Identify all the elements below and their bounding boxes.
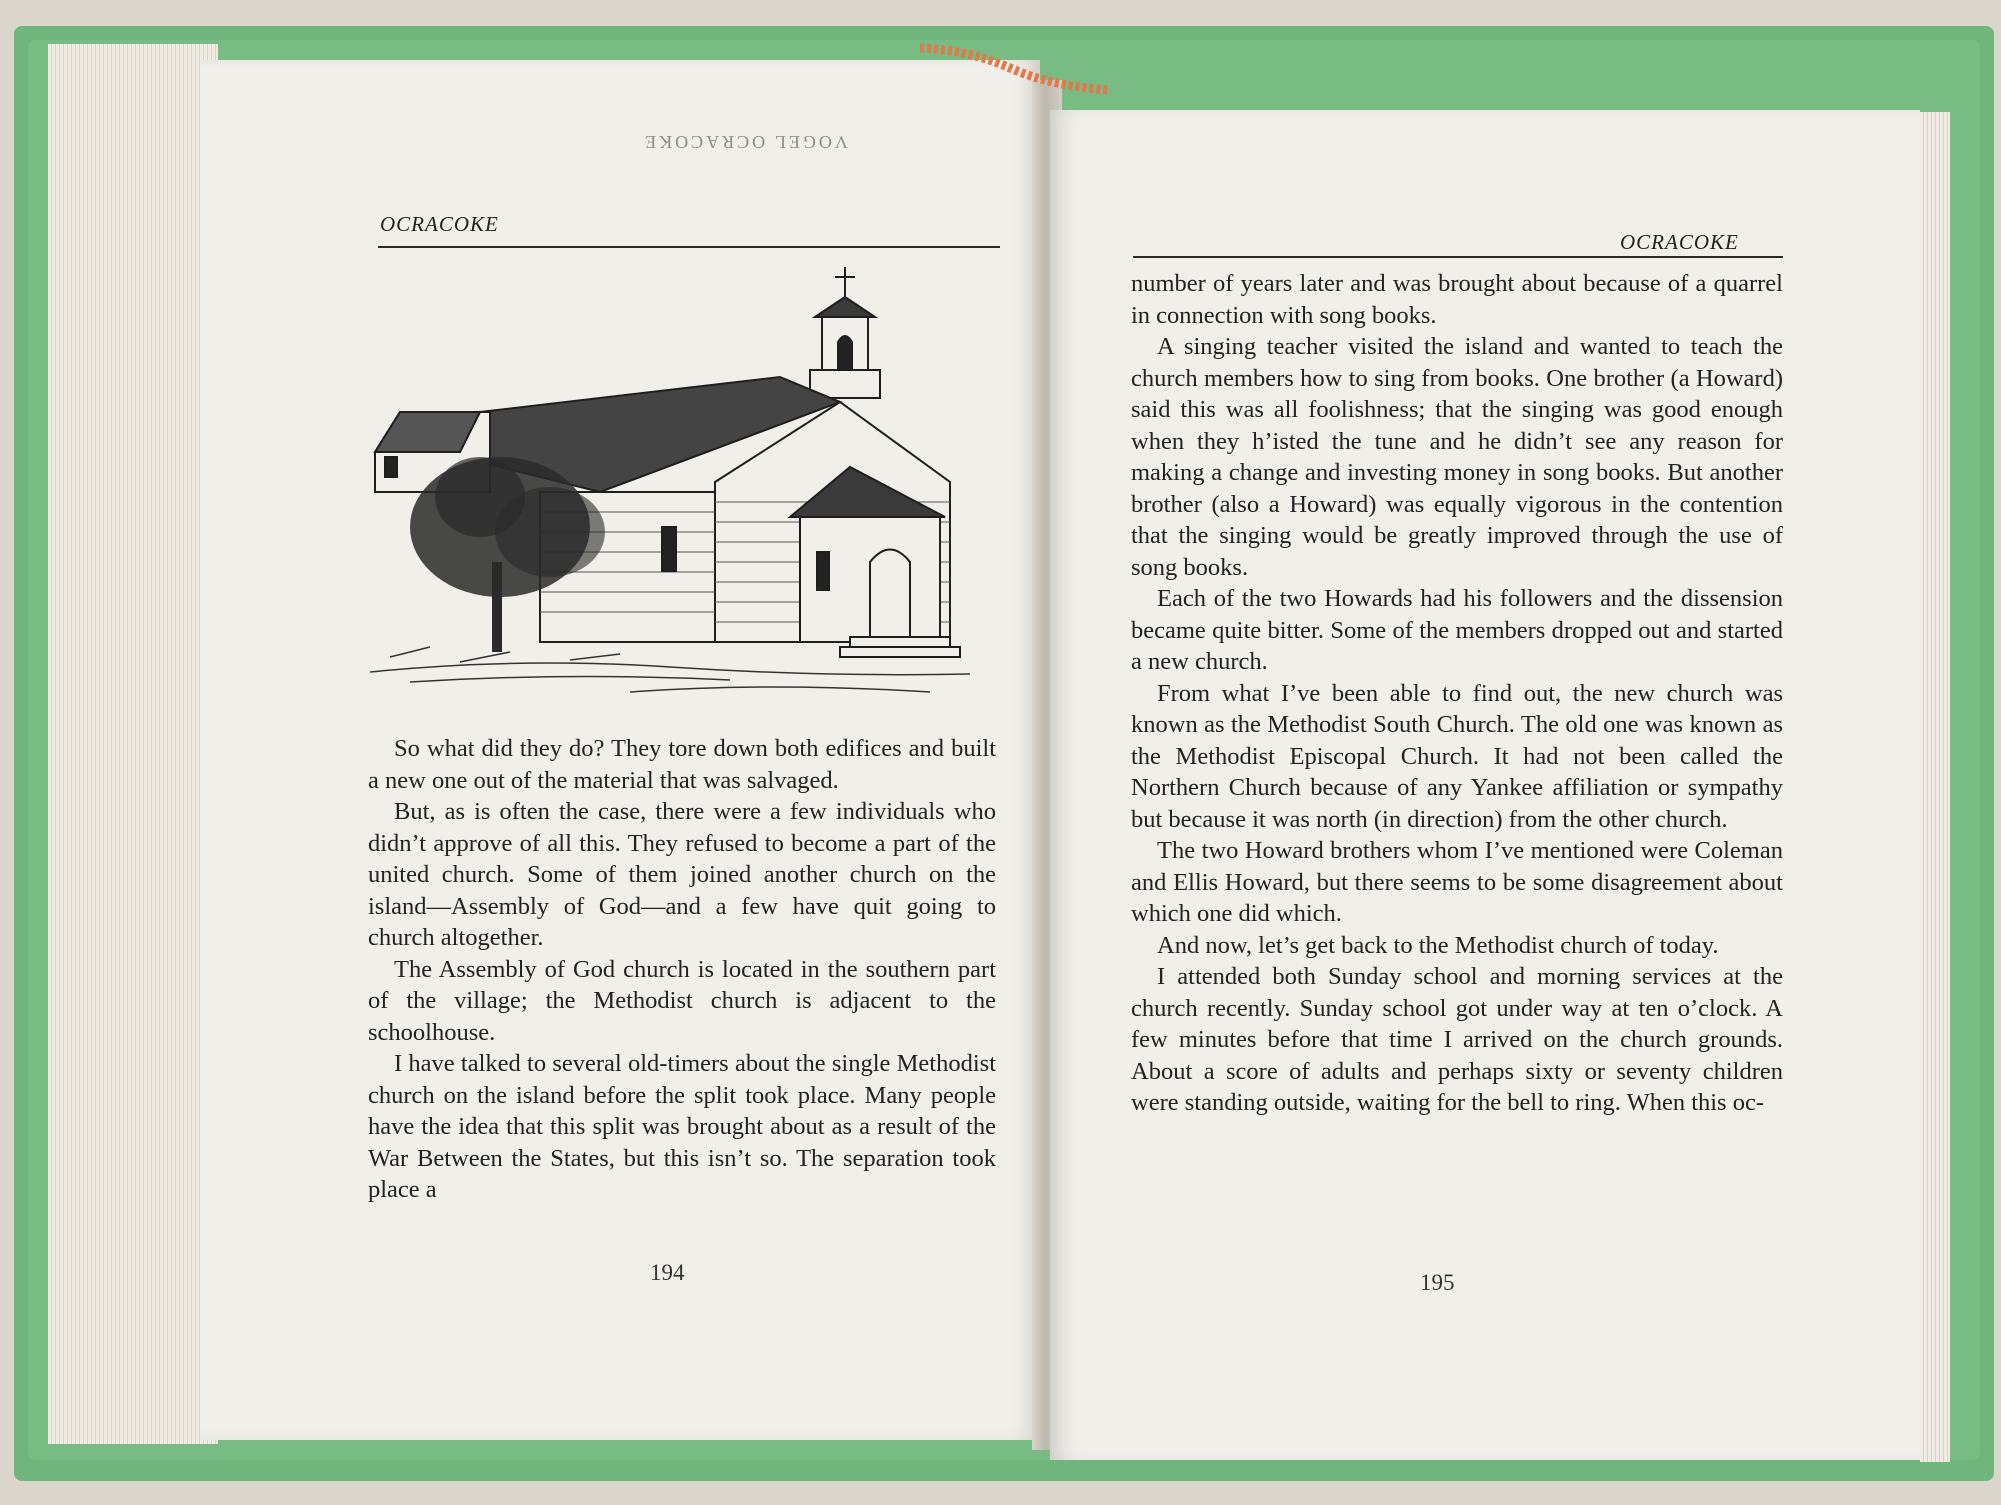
right-paragraph-1: number of years later and was brought about because of a quarrel in connection with song books. bbox=[1131, 270, 1783, 329]
right-text-block bbox=[1131, 268, 1783, 1119]
right-page-number: 195 bbox=[1420, 1270, 1455, 1295]
left-paragraph-4: I have talked to several old-timers about the single Methodist church on the island before the split took place. Many people have the idea that this split was brought about as a result of the War Between the States, but this isn’t so. The separation took place a bbox=[368, 1050, 996, 1203]
right-running-head: OCRACOKE bbox=[1620, 230, 1739, 254]
church-drawing-svg bbox=[370, 262, 990, 712]
right-page bbox=[1050, 110, 1920, 1460]
bleed-through-title: VOGEL OCRACOKE bbox=[642, 132, 848, 152]
left-paragraph-2: But, as is often the case, there were a few individuals who didn’t approve of all this. They refused to become a part of the united church. Some of them joined another church on the island—Assembly of God—and a few have quit going to church altogether. bbox=[368, 798, 996, 951]
left-running-head: OCRACOKE bbox=[380, 212, 499, 236]
page-stack-left bbox=[48, 44, 218, 1444]
left-paragraph-3: The Assembly of God church is located in the southern part of the village; the Methodist church is adjacent to the schoolhouse. bbox=[368, 955, 996, 1046]
right-paragraph-6: And now, let’s get back to the Methodist church of today. bbox=[1157, 931, 1719, 959]
right-paragraph-2: A singing teacher visited the island and wanted to teach the church members how to sing from books. One brother (a Howard) said this was all foolishness; that the singing was good enough when they h’isted the tune and he didn’t see any reason for making a change and investing money in song books. But another brother (also a Howard) was equally vigorous in the contention that the singing would be greatly improved through the use of song books. bbox=[1131, 333, 1783, 581]
left-paragraph-1: So what did they do? They tore down both edifices and built a new one out of the material that was salvaged. bbox=[368, 735, 996, 794]
church-illustration bbox=[370, 262, 990, 712]
bookmark-ribbon-icon bbox=[910, 40, 1120, 100]
right-header-rule bbox=[1133, 256, 1783, 258]
left-page-number: 194 bbox=[650, 1260, 685, 1285]
right-paragraph-7: I attended both Sunday school and morning services at the church recently. Sunday school got under way at ten o’clock. A few minutes before that time I arrived on the church grounds. About a score of adults and perhaps sixty or seventy children were standing outside, waiting for the bell to ring. When this oc- bbox=[1131, 963, 1783, 1116]
page-stack-right bbox=[1920, 112, 1950, 1462]
left-header-rule bbox=[378, 246, 1000, 248]
left-text-block bbox=[368, 733, 996, 1206]
right-paragraph-4: From what I’ve been able to find out, the new church was known as the Methodist South Church. The old one was known as the Methodist Episcopal Church. It had not been called the Northern Church because of any Yankee affiliation or sympathy but because it was north (in direction) from the other church. bbox=[1131, 679, 1783, 833]
right-paragraph-5: The two Howard brothers whom I’ve mentioned were Coleman and Ellis Howard, but there seems to be some disagreement about which one did which. bbox=[1131, 837, 1783, 927]
right-paragraph-3: Each of the two Howards had his followers and the dissension became quite bitter. Some of the members dropped out and started a new church. bbox=[1131, 585, 1783, 675]
